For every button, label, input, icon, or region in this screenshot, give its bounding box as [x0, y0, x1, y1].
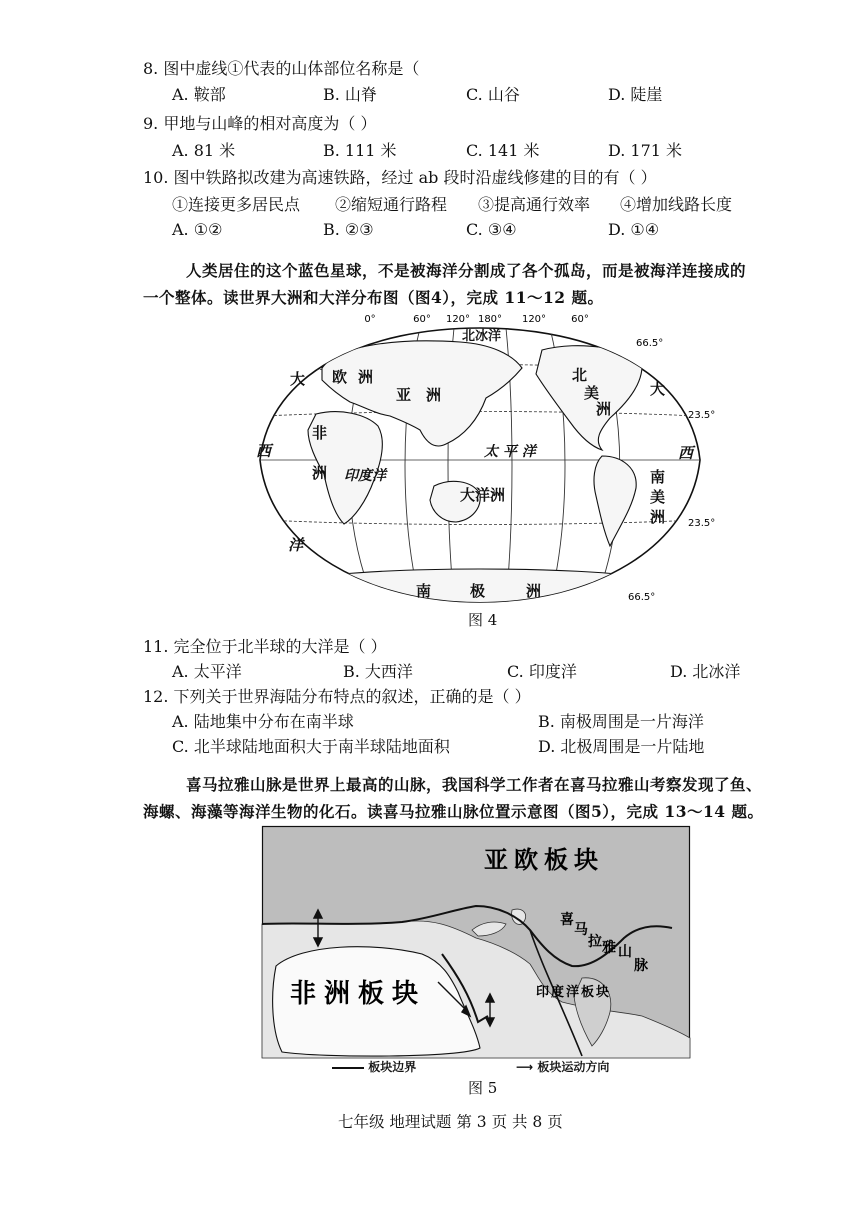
q10-item-1: ①连接更多居民点: [172, 195, 301, 214]
q12-option-d[interactable]: D. 北极周围是一片陆地: [538, 737, 705, 756]
intro-passage-2-line-2: 海螺、海藻等海洋生物的化石。读喜马拉雅山脉位置示意图（图5），完成 13～14 题。: [143, 802, 764, 821]
label-antarctica-3: 洲: [526, 582, 542, 600]
label-antarctica-1: 南: [416, 582, 432, 600]
label-north-america-2: 美: [584, 384, 600, 402]
q11-option-a[interactable]: A. 太平洋: [172, 662, 242, 681]
label-arctic-ocean: 北冰洋: [462, 329, 502, 344]
svg-text:山: 山: [618, 944, 632, 960]
q9-stem: 9. 甲地与山峰的相对高度为（ ）: [143, 114, 377, 133]
label-south-america-3: 洲: [650, 508, 666, 526]
intro-passage-1-line-1: 人类居住的这个蓝色星球，不是被海洋分割成了各个孤岛，而是被海洋连接成的: [186, 261, 747, 280]
q10-item-2: ②缩短通行路程: [335, 195, 448, 214]
page-footer: 七年级 地理试题 第 3 页 共 8 页: [338, 1113, 563, 1131]
q12-stem: 12. 下列关于世界海陆分布特点的叙述，正确的是（ ）: [143, 687, 531, 706]
label-eurasian-plate: 亚欧板块: [484, 846, 604, 874]
q11-option-c[interactable]: C. 印度洋: [507, 662, 577, 681]
label-south-america-1: 南: [650, 468, 666, 486]
label-atlantic-w-1: 大: [290, 370, 306, 388]
lat-label-66n: 66.5°: [636, 338, 664, 349]
lon-label-60w: 60°: [571, 314, 589, 325]
q8-option-a[interactable]: A. 鞍部: [172, 85, 226, 104]
label-atlantic-e-2: 西: [678, 444, 694, 462]
figure-5-caption: 图 5: [468, 1079, 498, 1097]
q8-option-c[interactable]: C. 山谷: [466, 85, 520, 104]
lon-label-0: 0°: [364, 314, 376, 325]
lat-label-23n: 23.5°: [688, 410, 716, 421]
svg-text:马: 马: [574, 922, 588, 938]
q8-option-b[interactable]: B. 山脊: [323, 85, 377, 104]
label-atlantic-w-2: 西: [256, 442, 272, 460]
lat-label-23s: 23.5°: [688, 518, 716, 529]
svg-text:脉: 脉: [634, 958, 648, 974]
q11-option-b[interactable]: B. 大西洋: [343, 662, 413, 681]
q10-stem: 10. 图中铁路拟改建为高速铁路，经过 ab 段时沿虚线修建的目的有（ ）: [143, 168, 657, 187]
legend-plate-movement: [516, 1058, 609, 1075]
label-pacific-ocean: 太 平 洋: [484, 444, 536, 460]
label-indian-ocean-plate: 印度洋板块: [536, 985, 612, 1000]
q10-option-c[interactable]: C. ③④: [466, 220, 517, 239]
q11-option-d[interactable]: D. 北冰洋: [670, 662, 741, 681]
label-africa-1: 非: [312, 424, 328, 442]
q10-option-b[interactable]: B. ②③: [323, 220, 374, 239]
q9-option-c[interactable]: C. 141 米: [466, 141, 540, 160]
himalaya-plate-map: [262, 826, 690, 1058]
lon-label-120w: 120°: [521, 314, 547, 325]
q11-stem: 11. 完全位于北半球的大洋是（ ）: [143, 637, 387, 656]
q10-item-4: ④增加线路长度: [620, 195, 733, 214]
label-europe-1: 欧: [332, 368, 348, 386]
svg-text:喜: 喜: [560, 912, 574, 928]
figure-4-caption: 图 4: [468, 611, 498, 629]
q8-stem: 8. 图中虚线①代表的山体部位名称是（: [143, 59, 420, 78]
q8-option-d[interactable]: D. 陡崖: [608, 85, 663, 104]
label-south-america-2: 美: [650, 488, 666, 506]
label-atlantic-e-1: 大: [650, 380, 666, 398]
world-continents-oceans-map: [250, 310, 716, 610]
svg-text:拉: 拉: [588, 934, 602, 950]
q9-option-b[interactable]: B. 111 米: [323, 141, 397, 160]
q10-option-d[interactable]: D. ①④: [608, 220, 660, 239]
q9-option-d[interactable]: D. 171 米: [608, 141, 683, 160]
svg-text:雅: 雅: [602, 940, 616, 956]
legend-direction-label: 板块运动方向: [537, 1060, 610, 1074]
lon-label-120: 120°: [445, 314, 471, 325]
label-african-plate: 非洲板块: [290, 979, 427, 1009]
label-europe-2: 洲: [358, 368, 374, 386]
q12-option-c[interactable]: C. 北半球陆地面积大于南半球陆地面积: [172, 737, 450, 756]
lat-label-66s: 66.5°: [628, 592, 656, 603]
label-antarctica-2: 极: [470, 582, 486, 600]
intro-passage-2-line-1: 喜马拉雅山脉是世界上最高的山脉，我国科学工作者在喜马拉雅山考察发现了鱼、: [186, 775, 763, 794]
label-north-america-1: 北: [572, 366, 588, 384]
label-indian-ocean: 印度洋: [344, 468, 386, 484]
label-atlantic-w-3: 洋: [288, 536, 304, 554]
q12-option-b[interactable]: B. 南极周围是一片海洋: [538, 712, 704, 731]
intro-passage-1-line-2: 一个整体。读世界大洲和大洋分布图（图4），完成 11～12 题。: [143, 288, 604, 307]
label-oceania: 大洋洲: [460, 486, 506, 504]
q12-option-a[interactable]: A. 陆地集中分布在南半球: [172, 712, 354, 731]
q10-option-a[interactable]: A. ①②: [172, 220, 223, 239]
legend-arrow-icon: ⟶: [516, 1060, 534, 1074]
legend-plate-boundary: [332, 1058, 416, 1075]
legend-boundary-line-icon: [332, 1067, 364, 1069]
q9-option-a[interactable]: A. 81 米: [172, 141, 236, 160]
lon-label-60: 60°: [413, 314, 431, 325]
q10-item-3: ③提高通行效率: [478, 195, 591, 214]
label-asia-2: 洲: [426, 386, 442, 404]
label-africa-2: 洲: [312, 464, 328, 482]
lon-label-180: 180°: [477, 314, 503, 325]
label-north-america-3: 洲: [596, 400, 612, 418]
legend-boundary-label: 板块边界: [368, 1060, 417, 1074]
label-asia-1: 亚: [396, 386, 412, 404]
